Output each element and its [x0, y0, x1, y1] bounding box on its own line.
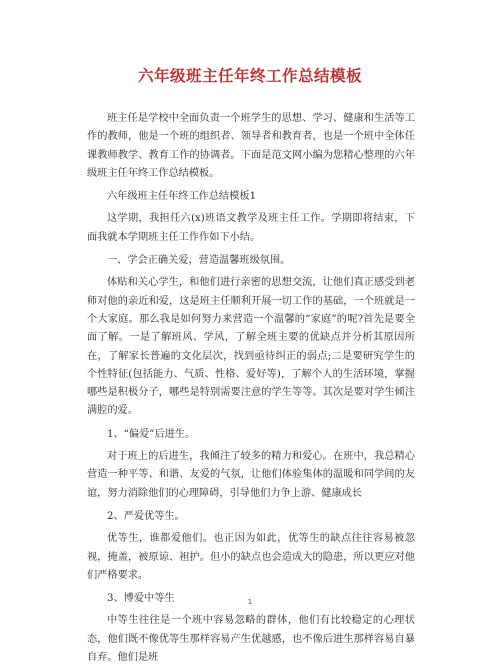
- paragraph-opening: 这学期，我担任六(x)班语文教学及班主任工作。学期即将结束，下面我就本学期班主任工作作如下小结。: [87, 213, 415, 243]
- subheading-middle-students: 3、博爱中等生: [107, 593, 175, 605]
- document-title: 六年级班主任年终工作总结模板: [137, 67, 362, 85]
- paragraph-care: 体贴和关心学生，和他们进行亲密的思想交流，让他们真正感受到老师对他的亲近和爱，这是班主任顺利开展一切工作的基础，一个班就是一个大家庭。那么我是如何努力来营造一个温馨的“家庭”的呢?首先是要全面了解。一是了解班风、学风，了解全班主要的优缺点并分析其原因所在，了解家长普遍的文化层次，找到亟待纠正的弱点;二是要研究学生的个性特征(包括能力、气质、性格、爱好等)，了解个人的生活环境，掌握哪些是积极分子，哪些是特别需要注意的学生等等。其次是要对学生倾注满腔的爱。: [87, 277, 415, 417]
- document-body: [87, 110, 415, 672]
- section-heading-template-1: 六年级班主任年终工作总结模板1: [107, 191, 257, 203]
- section-heading-one: 一、学会正确关爱，营造温馨班级氛围。: [107, 255, 291, 267]
- paragraph-struggling-students: 对于班上的后进生，我倾注了较多的精力和爱心。在班中，我总精心营造一种平等、和谐、友爱的气氛，让他们体验集体的温暖和同学间的友谊，努力消除他们的心理障碍，引导他们力争上游、健康成长: [87, 451, 415, 499]
- paragraph-intro: 班主任是学校中全面负责一个班学生的思想、学习、健康和生活等工作的教师，他是一个班的组织者、领导者和教育者，也是一个班中全体任课教师教学、教育工作的协调者。下面是范文网小编为您精心整理的六年级班主任年终工作总结模板。: [87, 113, 415, 179]
- subheading-top-students: 2、严爱优等生。: [107, 510, 185, 522]
- subheading-struggling-students: 1、“偏爱”后进生。: [107, 428, 196, 440]
- paragraph-top-students: 优等生，谁都爱他们。也正因为如此，优等生的缺点往往容易被忽视，掩盖，被原谅、袒护。但小的缺点也会造成大的隐患，所以更应对他们严格要求。: [87, 533, 415, 581]
- page-number: 1: [247, 598, 253, 606]
- paragraph-middle-students: 中等生往往是一个班中容易忽略的群体，他们有比较稳定的心理状态，他们既不像优等生那样容易产生优越感，也不像后进生那样容易自暴自弃。他们是班: [87, 615, 415, 664]
